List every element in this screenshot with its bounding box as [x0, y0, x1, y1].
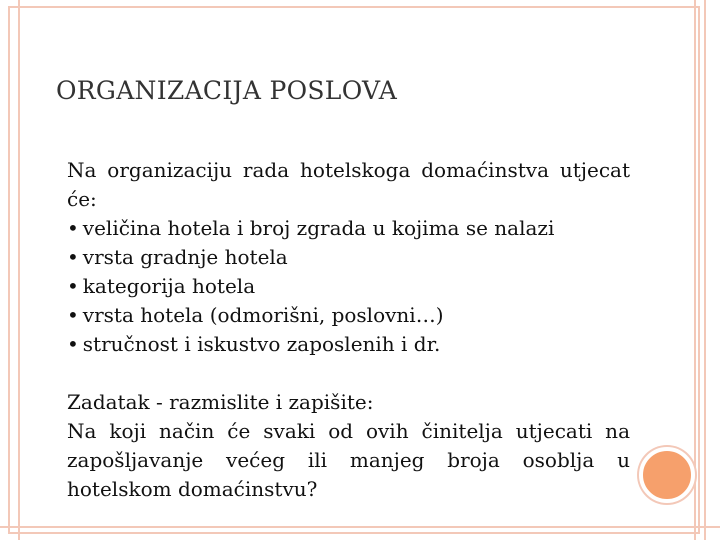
list-item-text: veličina hotela i broj zgrada u kojima se nalazi [82, 216, 555, 240]
intro-text: Na organizaciju rada hotelskoga domaćinstva utjecat će: [67, 158, 630, 211]
task-heading: Zadatak - razmislite i zapišite: [67, 390, 374, 414]
list-item [67, 243, 630, 272]
decorative-border-left [18, 0, 20, 540]
bullet-icon: • [67, 216, 79, 240]
accent-circle-decoration [639, 447, 695, 503]
bullet-icon: • [67, 274, 79, 298]
list-item [67, 272, 630, 301]
list-item-text: vrsta hotela (odmorišni, poslovni…) [82, 303, 444, 327]
bullet-icon: • [67, 332, 79, 356]
task-question: Na koji način će svaki od ovih činitelja utjecati na zapošljavanje većeg ili manjeg broja osoblja u hotelskom domaćinstvu? [67, 419, 630, 501]
list-item [67, 301, 630, 330]
decorative-border-right-band [694, 0, 706, 540]
paragraph-spacer [67, 359, 630, 388]
list-item-text: stručnost i iskustvo zaposlenih i dr. [82, 332, 441, 356]
slide-title: ORGANIZACIJA POSLOVA [56, 76, 398, 105]
factor-list [67, 214, 630, 359]
list-item [67, 330, 630, 359]
slide-content [67, 156, 630, 504]
list-item-text: kategorija hotela [82, 274, 256, 298]
list-item [67, 214, 630, 243]
bullet-icon: • [67, 245, 79, 269]
list-item-text: vrsta gradnje hotela [82, 245, 288, 269]
decorative-border-bottom-band [0, 526, 720, 534]
bullet-icon: • [67, 303, 79, 327]
